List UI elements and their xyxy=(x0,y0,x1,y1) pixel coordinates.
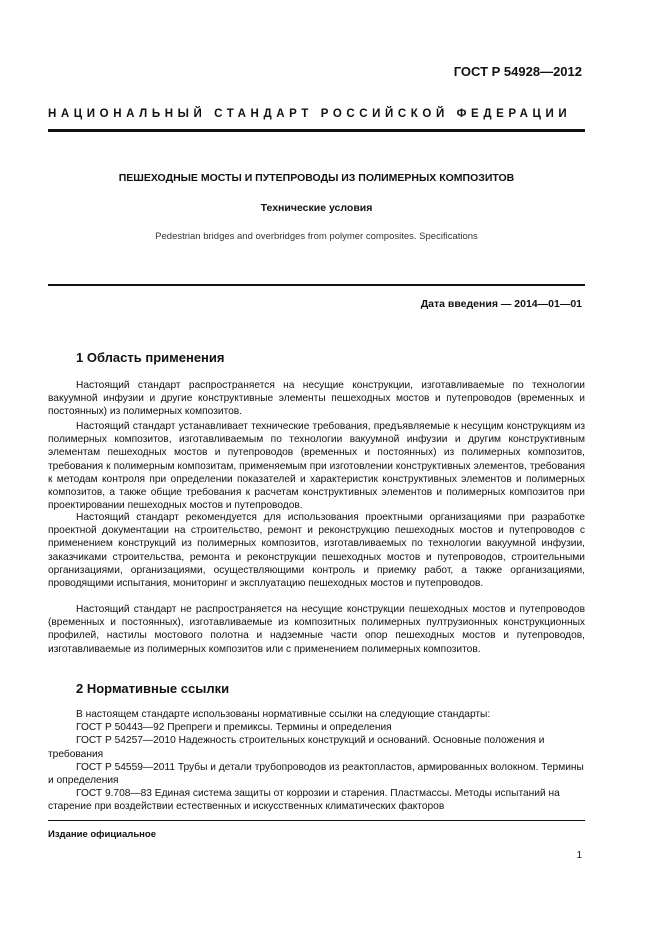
normative-references xyxy=(48,708,585,814)
document-subtitle: Технические условия xyxy=(260,202,373,214)
english-title: Pedestrian bridges and overbridges from polymer composites. Specifications xyxy=(155,231,478,242)
footer-divider xyxy=(48,820,585,821)
section-1-paragraph-1: Настоящий стандарт распространяется на несущие конструкции, изготавливаемые по технологии вакуумной инфузии и другие конструктивные элементы пешеходных мостов и путепроводов (временных и постоянных) из полимерных композитов. xyxy=(48,380,585,418)
edition-note: Издание официальное xyxy=(48,829,156,840)
title-divider xyxy=(48,284,585,286)
references-intro: В настоящем стандарте использованы нормативные ссылки на следующие стандарты: xyxy=(76,709,491,720)
section-2-heading: 2 Нормативные ссылки xyxy=(76,681,230,696)
document-code: ГОСТ Р 54928—2012 xyxy=(453,64,582,79)
header-divider xyxy=(48,129,585,132)
section-1-heading: 1 Область применения xyxy=(76,350,225,365)
section-1-paragraph-3: Настоящий стандарт рекомендуется для использования проектными организациями при разработке проектной документации на строительство, ремонт и реконструкцию пешеходных мостов и путепроводов с применением конструкций из полимерных композитов, изготавливаемых по технологии вакуумной инфузии, заказчиками строительства, ремонта и реконструкции пешеходных мостов и путепроводов, строительными организациями, организациями, осуществляющими контроль и приемку работ, а также организациями, проводящими испытания, мониторинг и эксплуатацию пешеходных мостов и путепроводов. xyxy=(48,512,585,590)
page-number: 1 xyxy=(576,850,582,861)
section-1-paragraph-2: Настоящий стандарт устанавливает технические требования, предъявляемые к несущим конструкциям из полимерных композитов, изготавливаемым по технологии вакуумной инфузии и другим конструктивным элементам пешеходных мостов и путепроводов (временных и постоянных) из полимерных композитов, требования к полимерным композитам, применяемым при изготовлении конструктивных элементов, требования к методам контроля при определении показателей и характеристик конструктивных элементов и полимерных композитов, а также общие требования к расчетам конструктивных элементов и полимерных композитов при проектировании пешеходных мостов и путепроводов. xyxy=(48,421,585,512)
reference-item: ГОСТ Р 54559—2011 Трубы и детали трубопроводов из реактопластов, армированных волокном. Термины и определения xyxy=(48,761,584,787)
reference-item: ГОСТ 9.708—83 Единая система защиты от коррозии и старения. Пластмассы. Методы испытаний на старение при воздействии естественных и искусственных климатических факторов xyxy=(48,788,560,813)
introduction-date: Дата введения — 2014—01—01 xyxy=(420,298,582,310)
national-standard-heading: НАЦИОНАЛЬНЫЙ СТАНДАРТ РОССИЙСКОЙ ФЕДЕРАЦИИ xyxy=(48,108,572,120)
reference-item: ГОСТ Р 54257—2010 Надежность строительных конструкций и оснований. Основные положения и требования xyxy=(48,735,545,760)
reference-item: ГОСТ Р 50443—92 Препреги и премиксы. Термины и определения xyxy=(76,722,392,734)
section-1-paragraph-4: Настоящий стандарт не распространяется на несущие конструкции пешеходных мостов и путепроводов (временных и постоянных), изготавливаемые из композитных полимерных пултрузионных конструкционных профилей, настилы мостового полотна и надземные части опор пешеходных мостов и путепроводов, изготавливаемые из полимерных композитов или с применением полимерных композитов. xyxy=(48,604,585,655)
document-title: ПЕШЕХОДНЫЕ МОСТЫ И ПУТЕПРОВОДЫ ИЗ ПОЛИМЕРНЫХ КОМПОЗИТОВ xyxy=(118,172,515,184)
